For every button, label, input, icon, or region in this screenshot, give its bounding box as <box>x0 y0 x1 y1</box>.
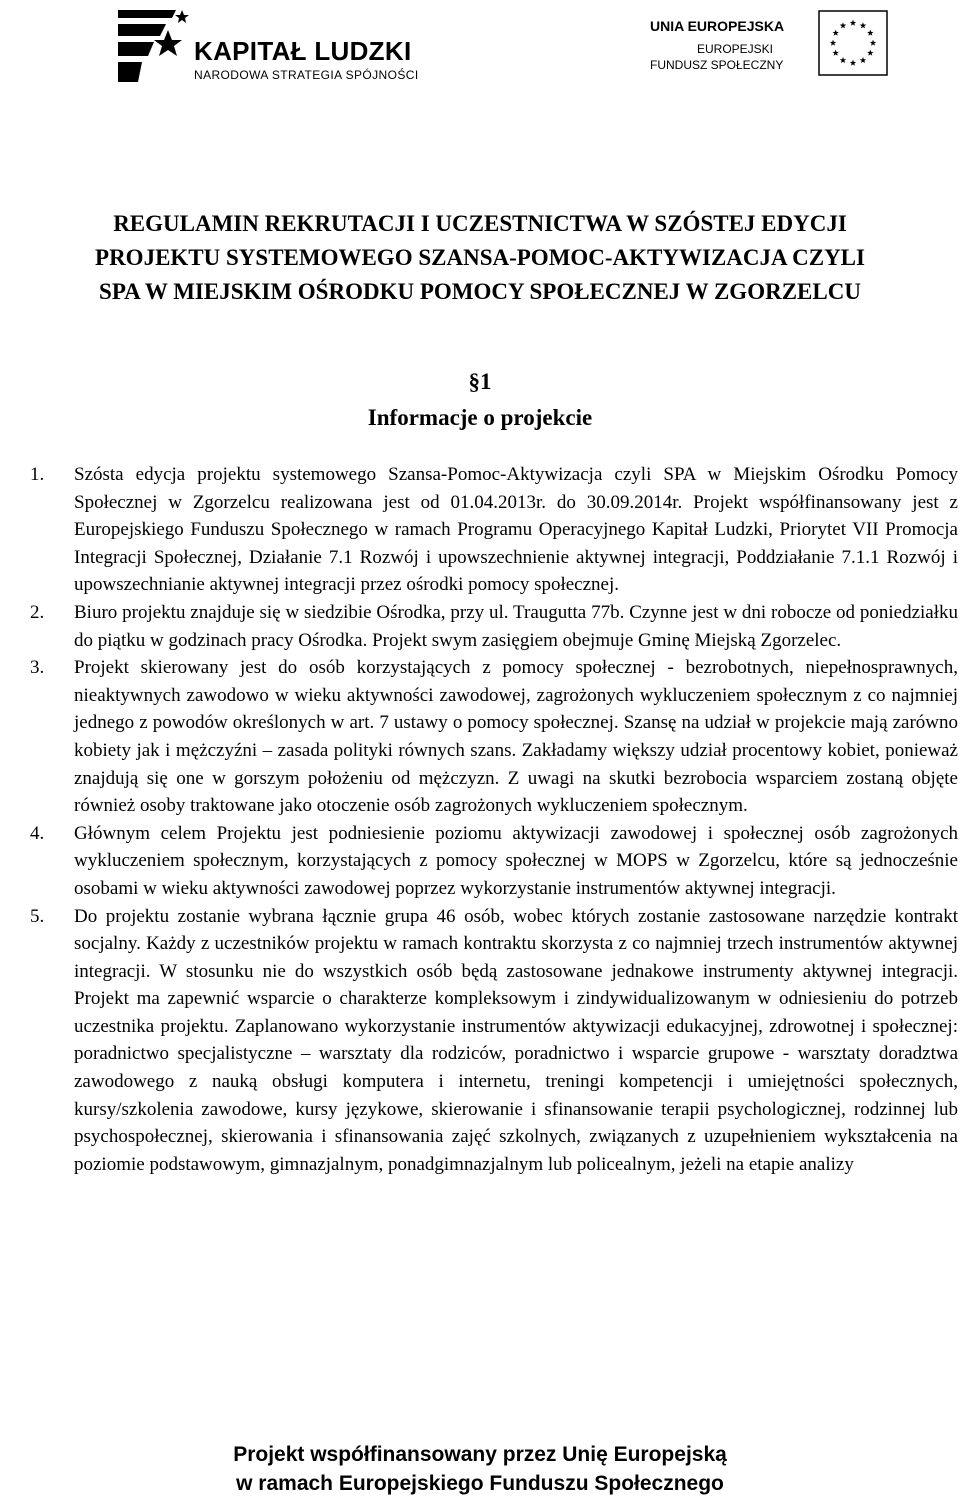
numbered-list <box>30 461 958 1178</box>
list-item-text: Projekt skierowany jest do osób korzystających z pomocy społecznej - bezrobotnych, niepełnosprawnych, nieaktywnych zawodowo w wieku aktywności zawodowej, zagrożonych wykluczeniem społecznym z co najmniej jednego z powodów określonych w art. 7 ustawy o pomocy społecznej. Szansę na udział w projekcie mają zarówno kobiety jak i mężczyźni – zasada polityki równych szans. Zakładamy większy udział procentowy kobiet, ponieważ znajdują się one w gorszym położeniu od mężczyzn. Z uwagi na skutki bezrobocia wsparciem zostaną objęte również osoby traktowane jako otoczenie osób zagrożonych wykluczeniem społecznym. <box>74 657 958 817</box>
list-item-number: 4. <box>30 822 45 844</box>
document-body <box>30 461 958 1178</box>
list-item-text: Biuro projektu znajduje się w siedzibie Ośrodka, przy ul. Traugutta 77b. Czynne jest w dni robocze od poniedziałku do piątku w godzinach pracy Ośrodka. Projekt swym zasięgiem obejmuje Gminę Miejską Zgorzelec. <box>74 601 958 651</box>
list-item <box>30 903 958 1179</box>
list-item-number: 1. <box>30 464 45 485</box>
list-item <box>30 654 958 820</box>
list-item-number: 3. <box>30 657 45 679</box>
document-title-line1: REGULAMIN REKRUTACJI I UCZESTNICTWA W SZÓSTEJ EDYCJI <box>113 211 847 236</box>
eu-logo-line3: FUNDUSZ SPOŁECZNY <box>650 58 784 72</box>
section-number-value: 1 <box>480 369 492 394</box>
list-item-text: Do projektu zostanie wybrana łącznie grupa 46 osób, wobec których zostanie zastosowane narzędzie kontrakt socjalny. Każdy z uczestników projektu w ramach kontraktu skorzysta z co najmniej trzech instrumentów aktywnej integracji. W stosunku nie do wszystkich osób będą zastosowane jednakowe instrumenty aktywnej integracji. Projekt ma zapewnić wsparcie o charakterze kompleksowym i zindywidualizowanym w odniesieniu do potrzeb uczestnika projektu. Zaplanowano wykorzystanie instrumentów aktywizacji edukacyjnej, zdrowotnej i społecznej: poradnictwo specjalistyczne – warsztaty dla rodziców, poradnictwo i wsparcie grupowe - warsztaty doradztwa zawodowego z nauką obsługi komputera i internetu, treningi kompetencji i umiejętności społecznych, kursy/szkolenia zawodowe, kursy językowe, skierowanie i sfinansowanie terapii psychologicznej, rodzinnej lub psychospołecznej, skierowania i sfinansowania zajęć szkolnych, związanych z uzupełnieniem wykształcenia na poziomie podstawowym, gimnazjalnym, ponadgimnazjalnym lub policealnym, jeżeli na etapie analizy <box>74 905 958 1175</box>
kapital-ludzki-name: KAPITAŁ LUDZKI <box>194 36 412 66</box>
kapital-ludzki-subtitle: NARODOWA STRATEGIA SPÓJNOŚCI <box>194 68 419 82</box>
page-footer <box>0 1440 960 1498</box>
eu-logo-line1: UNIA EUROPEJSKA <box>650 18 785 34</box>
list-item-text: Szósta edycja projektu systemowego Szansa-Pomoc-Aktywizacja czyli SPA w Miejskim Ośrodku Pomocy Społecznej w Zgorzelcu realizowana jest od 01.04.2013r. do 30.09.2014r. Projekt współfinansowany jest z Europejskiego Funduszu Społecznego w ramach Programu Operacyjnego Kapitał Ludzki, Priorytet VII Promocja Integracji Społecznej, Działanie 7.1 Rozwój i upowszechnienie aktywnej integracji, Poddziałanie 7.1.1 Rozwój i upowszechnianie aktywnej integracji przez ośrodki pomocy społecznej. <box>74 464 958 596</box>
eu-logo <box>650 10 890 80</box>
document-title <box>0 207 960 309</box>
list-item-number: 2. <box>30 601 45 623</box>
document-title-line2: PROJEKTU SYSTEMOWEGO SZANSA-POMOC-AKTYWIZACJA CZYLI <box>95 245 865 270</box>
list-item <box>30 820 958 903</box>
document-title-line3: SPA W MIEJSKIM OŚRODKU POMOCY SPOŁECZNEJ W ZGORZELCU <box>99 279 861 304</box>
section-symbol: § <box>468 369 480 394</box>
list-item <box>30 461 958 599</box>
footer-line1: Projekt współfinansowany przez Unię Europejską <box>233 1443 727 1466</box>
list-item-number: 5. <box>30 905 45 927</box>
eu-flag-stars-icon <box>818 10 888 76</box>
page-header <box>0 0 960 110</box>
eu-logo-line2: EUROPEJSKI <box>697 42 774 56</box>
section-title: Informacje o projekcie <box>367 405 593 430</box>
footer-line2: w ramach Europejskiego Funduszu Społecznego <box>236 1472 724 1495</box>
kapital-ludzki-star-mark-icon <box>116 6 190 84</box>
kapital-ludzki-logo <box>116 6 419 86</box>
section-heading <box>0 364 960 436</box>
list-item-text: Głównym celem Projektu jest podniesienie poziomu aktywizacji zawodowej i społecznej osób zagrożonych wykluczeniem społecznym, korzystających z pomocy społecznej w MOPS w Zgorzelcu, które są jednocześnie osobami w wieku aktywności zawodowej poprzez wykorzystanie instrumentów aktywnej integracji. <box>74 822 958 899</box>
section-number <box>0 364 960 400</box>
list-item <box>30 599 958 654</box>
